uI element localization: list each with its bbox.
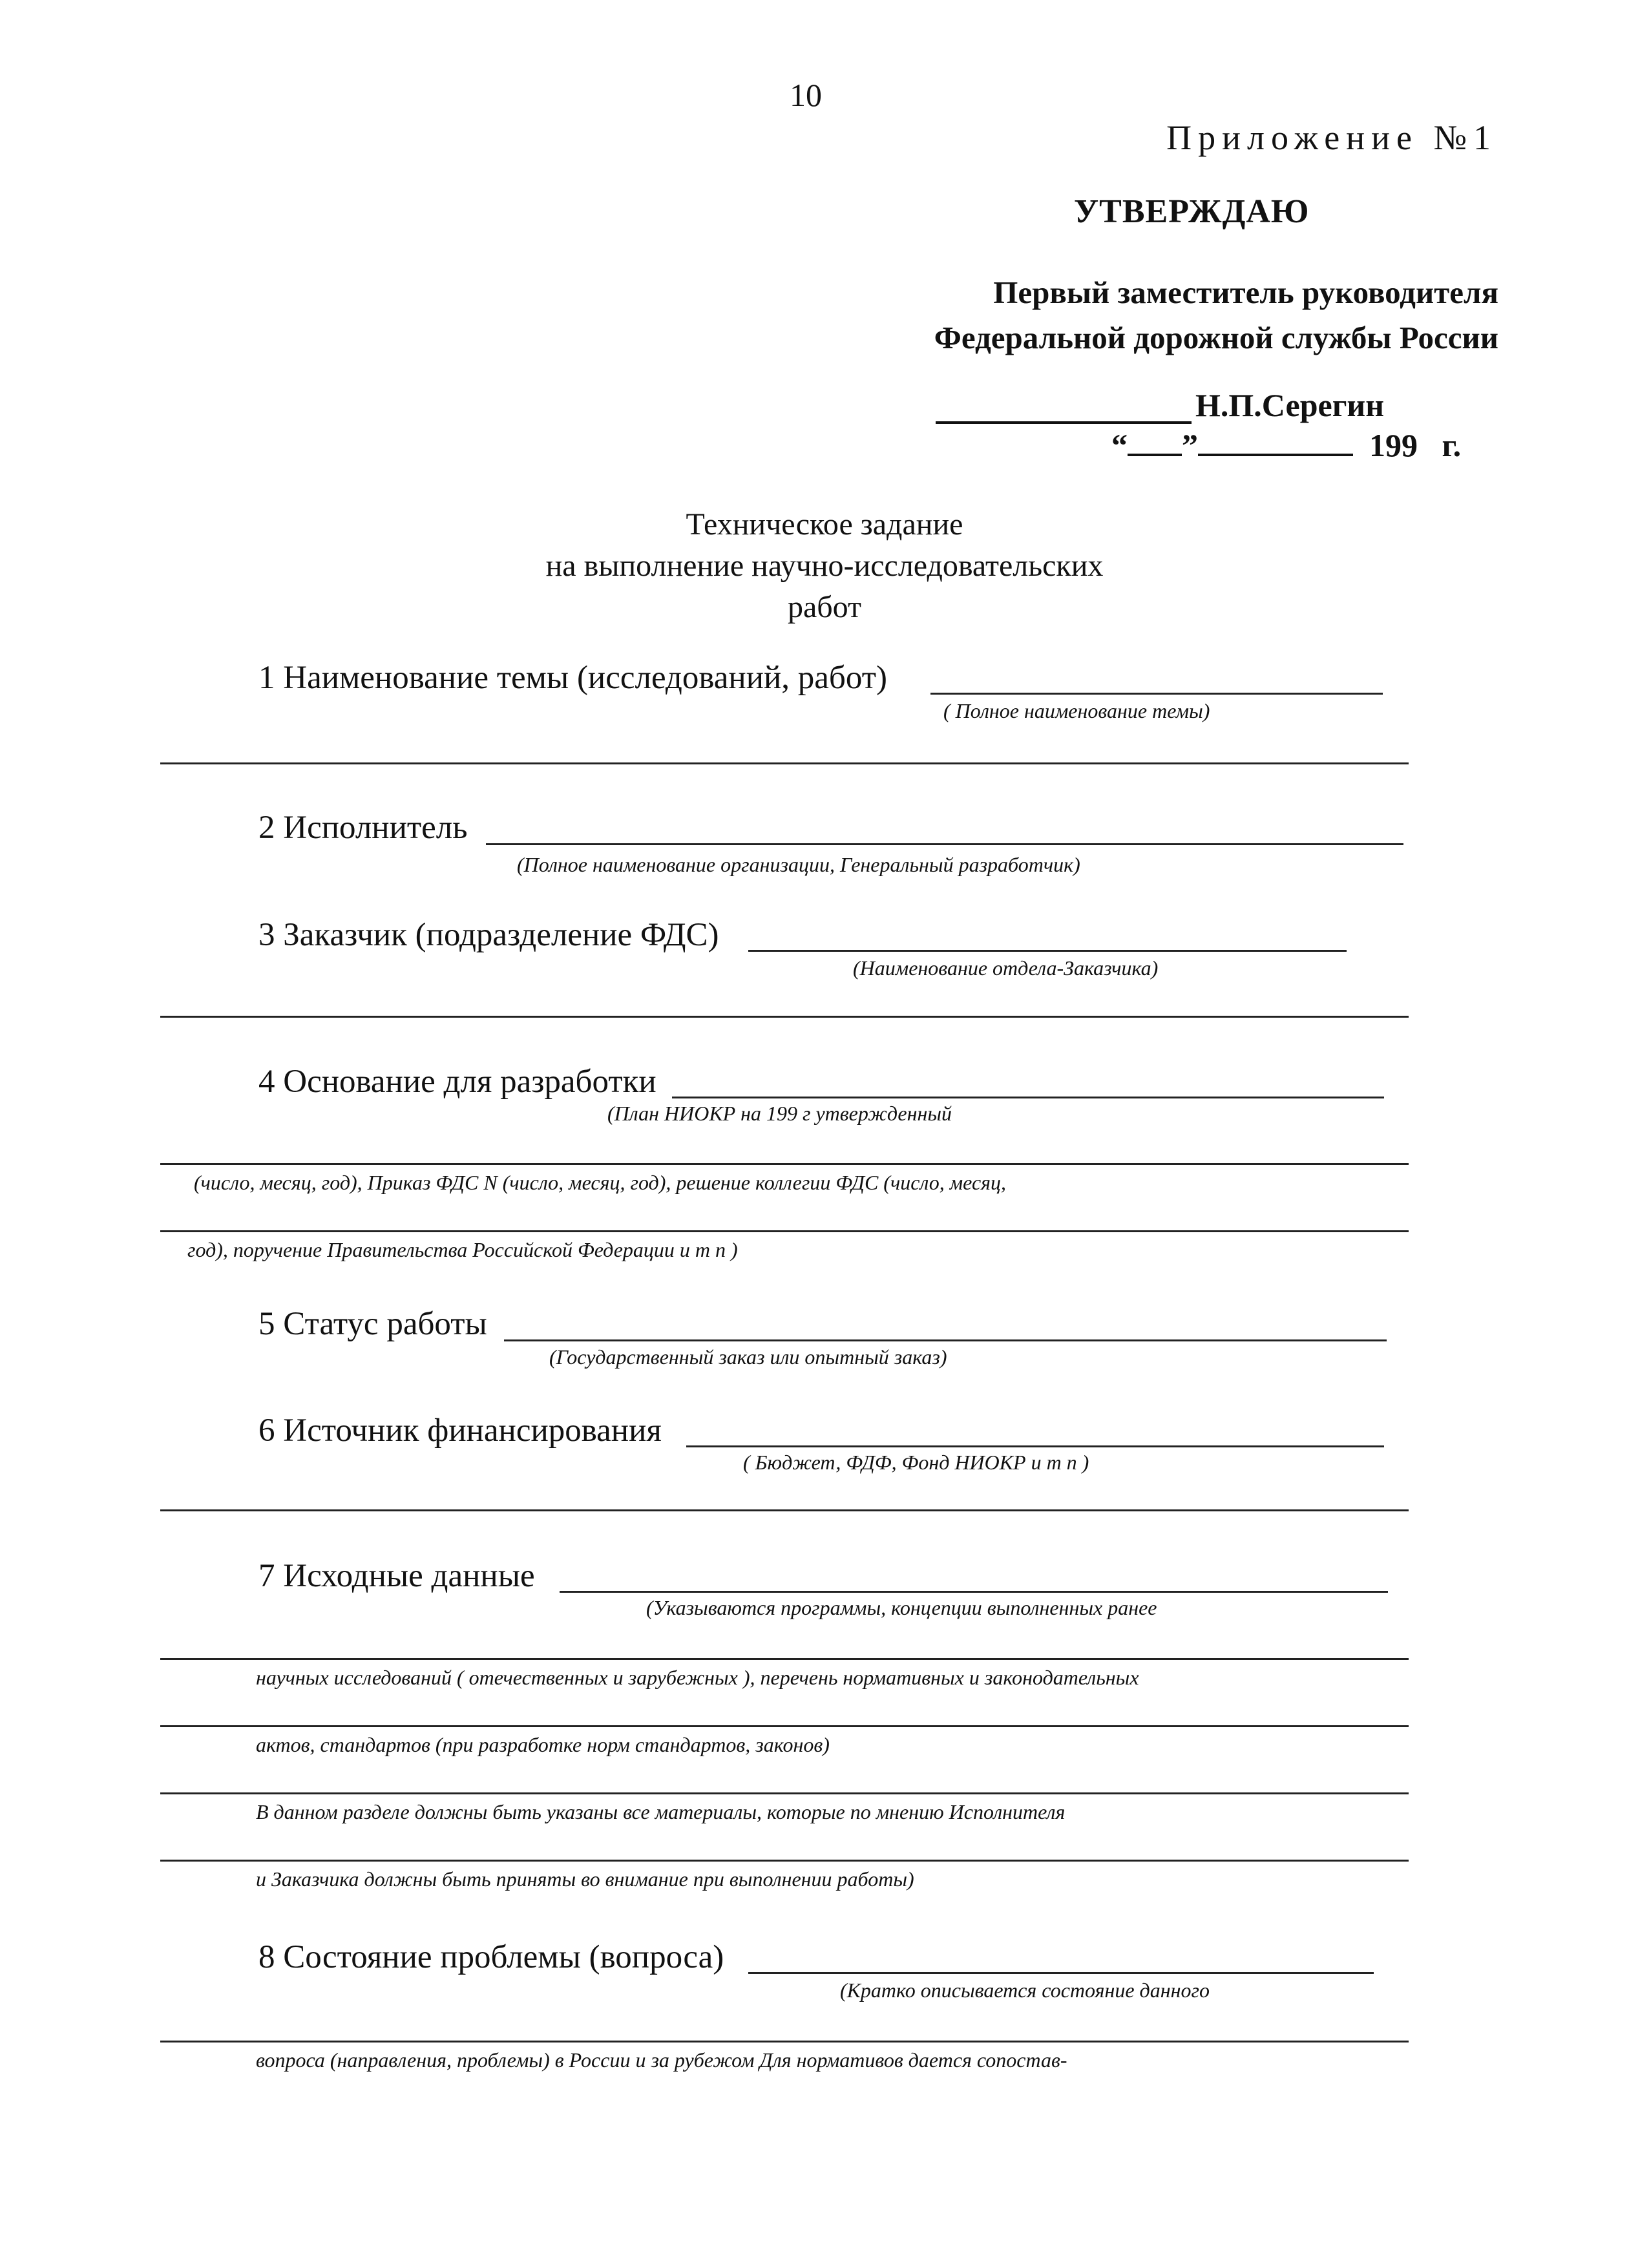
date-year: 199: [1369, 427, 1418, 463]
item-3-field[interactable]: [748, 950, 1347, 952]
item-5-label: 5 Статус работы: [258, 1306, 487, 1342]
item-2-field[interactable]: [486, 843, 1403, 845]
item-7-hint-3: актов, стандартов (при разработке норм стандартов, законов): [256, 1733, 830, 1756]
item-7-label: 7 Исходные данные: [258, 1558, 535, 1594]
item-3-hint: (Наименование отдела-Заказчика): [853, 956, 1159, 980]
approver-position: [934, 270, 1498, 361]
item-6-field[interactable]: [686, 1445, 1384, 1447]
approval-date: [1111, 426, 1461, 464]
approver-position-line2: Федеральной дорожной службы России: [934, 320, 1498, 355]
item-4-hint-1: (План НИОКР на 199 г утвержденный: [607, 1102, 952, 1125]
item-3-label: 3 Заказчик (подразделение ФДС): [258, 917, 719, 953]
item-7-field-extra-3[interactable]: [160, 1792, 1409, 1794]
date-year-suffix: г.: [1442, 427, 1462, 463]
item-4-field-extra-2[interactable]: [160, 1230, 1409, 1232]
item-8-field-extra[interactable]: [160, 2041, 1409, 2042]
item-6-label: 6 Источник финансирования: [258, 1412, 662, 1449]
item-8-label: 8 Состояние проблемы (вопроса): [258, 1939, 724, 1975]
item-8-field[interactable]: [748, 1972, 1374, 1974]
document-title-line1: Техническое задание: [686, 507, 963, 541]
approval-heading: УТВЕРЖДАЮ: [1074, 193, 1310, 230]
item-7-hint-5: и Заказчика должны быть приняты во внимание при выполнении работы): [256, 1867, 914, 1891]
item-5-hint: (Государственный заказ или опытный заказ): [549, 1345, 947, 1369]
item-7-hint-1: (Указываются программы, концепции выполненных ранее: [646, 1596, 1157, 1619]
page-number: 10: [790, 77, 822, 113]
item-7-field[interactable]: [560, 1591, 1388, 1593]
item-4-field-extra-1[interactable]: [160, 1163, 1409, 1165]
approver-name: Н.П.Серегин: [1195, 387, 1385, 423]
item-8-hint-1: (Кратко описывается состояние данного: [840, 1979, 1210, 2002]
item-2-hint: (Полное наименование организации, Генеральный разработчик): [517, 853, 1080, 876]
document-title: [0, 504, 1649, 628]
item-4-field[interactable]: [672, 1097, 1384, 1098]
signature-line: [936, 421, 1192, 424]
item-4-hint-2: (число, месяц, год), Приказ ФДС N (число, месяц, год), решение коллегии ФДС (число, месяц,: [194, 1171, 1007, 1194]
approver-position-line1: Первый заместитель руководителя: [993, 275, 1498, 310]
date-close-quote: ”: [1182, 427, 1198, 463]
item-3-field-extra[interactable]: [160, 1016, 1409, 1018]
item-2-label: 2 Исполнитель: [258, 810, 468, 846]
appendix-label: Приложение №1: [1166, 118, 1497, 157]
date-month-blank: [1198, 454, 1353, 456]
item-1-hint: ( Полное наименование темы): [943, 699, 1210, 722]
item-7-field-extra-2[interactable]: [160, 1725, 1409, 1727]
item-8-hint-2: вопроса (направления, проблемы) в России и за рубежом Для нормативов дается сопостав-: [256, 2048, 1067, 2072]
item-7-field-extra-1[interactable]: [160, 1658, 1409, 1660]
document-title-line3: работ: [787, 590, 862, 624]
item-5-field[interactable]: [504, 1339, 1387, 1341]
date-open-quote: “: [1111, 427, 1128, 463]
item-4-hint-3: год), поручение Правительства Российской Федерации и т п ): [187, 1238, 738, 1261]
item-1-field-extra[interactable]: [160, 762, 1409, 764]
item-7-field-extra-4[interactable]: [160, 1860, 1409, 1862]
item-7-hint-2: научных исследований ( отечественных и зарубежных ), перечень нормативных и законодательных: [256, 1666, 1139, 1689]
item-7-hint-4: В данном разделе должны быть указаны все материалы, которые по мнению Исполнителя: [256, 1800, 1066, 1823]
document-title-line2: на выполнение научно-исследовательских: [545, 549, 1104, 583]
date-day-blank: [1128, 454, 1182, 456]
item-6-hint: ( Бюджет, ФДФ, Фонд НИОКР и т п ): [743, 1451, 1089, 1474]
item-1-field[interactable]: [930, 693, 1383, 695]
item-1-label: 1 Наименование темы (исследований, работ): [258, 660, 887, 696]
item-6-field-extra[interactable]: [160, 1509, 1409, 1511]
item-4-label: 4 Основание для разработки: [258, 1064, 656, 1100]
